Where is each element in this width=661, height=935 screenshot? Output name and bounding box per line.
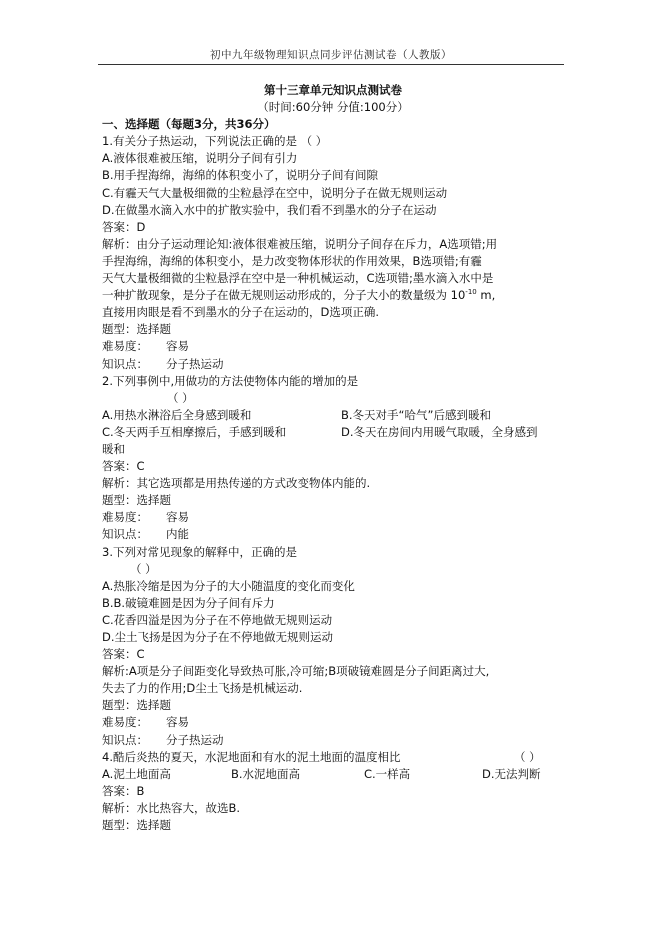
q3-option-d: D.尘土飞扬是因为分子在不停地做无规则运动 bbox=[102, 630, 334, 644]
difficulty-value: 容易 bbox=[166, 339, 189, 354]
doc-title: 第十三章单元知识点测试卷 bbox=[264, 83, 402, 97]
q1-analysis-line: 天气大量极细微的尘粒悬浮在空中是一种机械运动，C选项错;墨水滴入水中是 bbox=[102, 271, 494, 286]
q1-analysis-unit: m, bbox=[476, 288, 496, 303]
knowledge-label: 知识点： bbox=[102, 356, 148, 371]
q3-difficulty bbox=[102, 714, 564, 731]
q2-option-a: A.用热水淋浴后全身感到暖和 bbox=[102, 407, 252, 422]
q2-answer: 答案：C bbox=[102, 459, 145, 474]
difficulty-label: 难易度： bbox=[102, 339, 148, 354]
q4-analysis: 解析：水比热容大，故选B. bbox=[102, 800, 241, 815]
q1-option-b: B.用手捏海绵，海绵的体积变小了，说明分子间有间隙 bbox=[102, 168, 379, 183]
q2-difficulty bbox=[102, 509, 564, 526]
q1-knowledge bbox=[102, 356, 564, 373]
q3-knowledge bbox=[102, 732, 564, 749]
q4-option-c: C.一样高 bbox=[364, 766, 411, 781]
q1-type: 题型：选择题 bbox=[102, 322, 171, 337]
knowledge-value: 分子热运动 bbox=[166, 732, 224, 747]
q4-option-a: A.泥土地面高 bbox=[102, 766, 171, 781]
difficulty-value: 容易 bbox=[166, 510, 189, 525]
q3-option-c: C.花香四溢是因为分子在不停地做无规则运动 bbox=[102, 612, 333, 627]
q2-paren: （ ） bbox=[167, 390, 194, 405]
q4-option-b: B.水泥地面高 bbox=[231, 766, 301, 781]
page-header: 初中九年级物理知识点同步评估测试卷（人教版） bbox=[210, 49, 452, 61]
q2-type: 题型：选择题 bbox=[102, 493, 171, 508]
q1-analysis-line: 解析：由分子运动理论知:液体很难被压缩，说明分子间存在斥力，A选项错;用 bbox=[102, 236, 498, 251]
q3-option-a: A.热胀冷缩是因为分子的大小随温度的变化而变化 bbox=[102, 578, 355, 593]
q2-options-ab bbox=[102, 407, 564, 424]
q4-stem-row bbox=[102, 749, 564, 766]
q3-stem: 3.下列对常见现象的解释中，正确的是 bbox=[102, 544, 297, 559]
q1-answer: 答案：D bbox=[102, 219, 146, 234]
knowledge-label: 知识点： bbox=[102, 732, 148, 747]
q2-option-b: B.冬天对手“哈气”后感到暖和 bbox=[341, 407, 491, 422]
q2-stem: 2.下列事例中,用做功的方法使物体内能的增加的是 bbox=[102, 373, 359, 388]
doc-subtitle: （时间:60分钟 分值:100分） bbox=[257, 100, 409, 115]
q1-analysis-line: 直接用肉眼是看不到墨水的分子在运动的，D选项正确. bbox=[102, 305, 380, 320]
q1-option-c: C.有霾天气大量极细微的尘粒悬浮在空中，说明分子在做无规则运动 bbox=[102, 185, 448, 200]
q2-options-cd bbox=[102, 424, 564, 441]
q4-type: 题型：选择题 bbox=[102, 818, 171, 833]
q3-option-b: B.B.破镜难圆是因为分子间有斥力 bbox=[102, 595, 275, 610]
q1-analysis-line: 手捏海绵，海绵的体积变小，是力改变物体形状的作用效果，B选项错;有霾 bbox=[102, 253, 482, 268]
q2-option-c: C.冬天两手互相摩擦后，手感到暖和 bbox=[102, 424, 287, 439]
q4-answer: 答案：B bbox=[102, 783, 145, 798]
q4-options bbox=[102, 766, 564, 783]
q3-answer: 答案：C bbox=[102, 647, 145, 662]
q1-analysis-exponent: -10 bbox=[465, 288, 477, 297]
q4-option-d: D.无法判断 bbox=[482, 766, 541, 781]
difficulty-label: 难易度： bbox=[102, 510, 148, 525]
q2-knowledge bbox=[102, 526, 564, 543]
q1-stem: 1.有关分子热运动，下列说法正确的是 （ ） bbox=[102, 134, 328, 149]
q2-analysis: 解析：其它选项都是用热传递的方式改变物体内能的. bbox=[102, 476, 371, 491]
knowledge-value: 分子热运动 bbox=[166, 356, 224, 371]
q1-option-a: A.液体很难被压缩，说明分子间有引力 bbox=[102, 151, 298, 166]
document-body bbox=[102, 82, 564, 834]
q4-paren: （ ） bbox=[514, 749, 541, 764]
q3-type: 题型：选择题 bbox=[102, 698, 171, 713]
header-rule bbox=[98, 64, 564, 65]
q2-option-d: D.冬天在房间内用暖气取暖，全身感到 bbox=[341, 424, 538, 439]
q1-analysis-text: 一种扩散现象，是分子在做无规则运动形成的，分子大小的数量级为 10 bbox=[102, 288, 466, 303]
q1-difficulty bbox=[102, 338, 564, 355]
knowledge-label: 知识点： bbox=[102, 527, 148, 542]
q3-analysis-line: 解析:A项是分子间距变化导致热可胀,冷可缩;B项破镜难圆是分子间距离过大, bbox=[102, 664, 490, 679]
q4-stem: 4.酷后炎热的夏天，水泥地面和有水的泥土地面的温度相比 bbox=[102, 749, 401, 764]
difficulty-label: 难易度： bbox=[102, 715, 148, 730]
q3-analysis-line: 失去了力的作用;D尘土飞扬是机械运动. bbox=[102, 681, 303, 696]
q1-analysis-line bbox=[102, 287, 564, 304]
section-heading: 一、选择题（每题3分，共36分） bbox=[102, 117, 276, 132]
q3-paren: （ ） bbox=[130, 561, 157, 576]
difficulty-value: 容易 bbox=[166, 715, 189, 730]
q1-option-d: D.在做墨水滴入水中的扩散实验中，我们看不到墨水的分子在运动 bbox=[102, 202, 437, 217]
knowledge-value: 内能 bbox=[166, 527, 189, 542]
q2-option-d-cont: 暖和 bbox=[102, 441, 125, 456]
